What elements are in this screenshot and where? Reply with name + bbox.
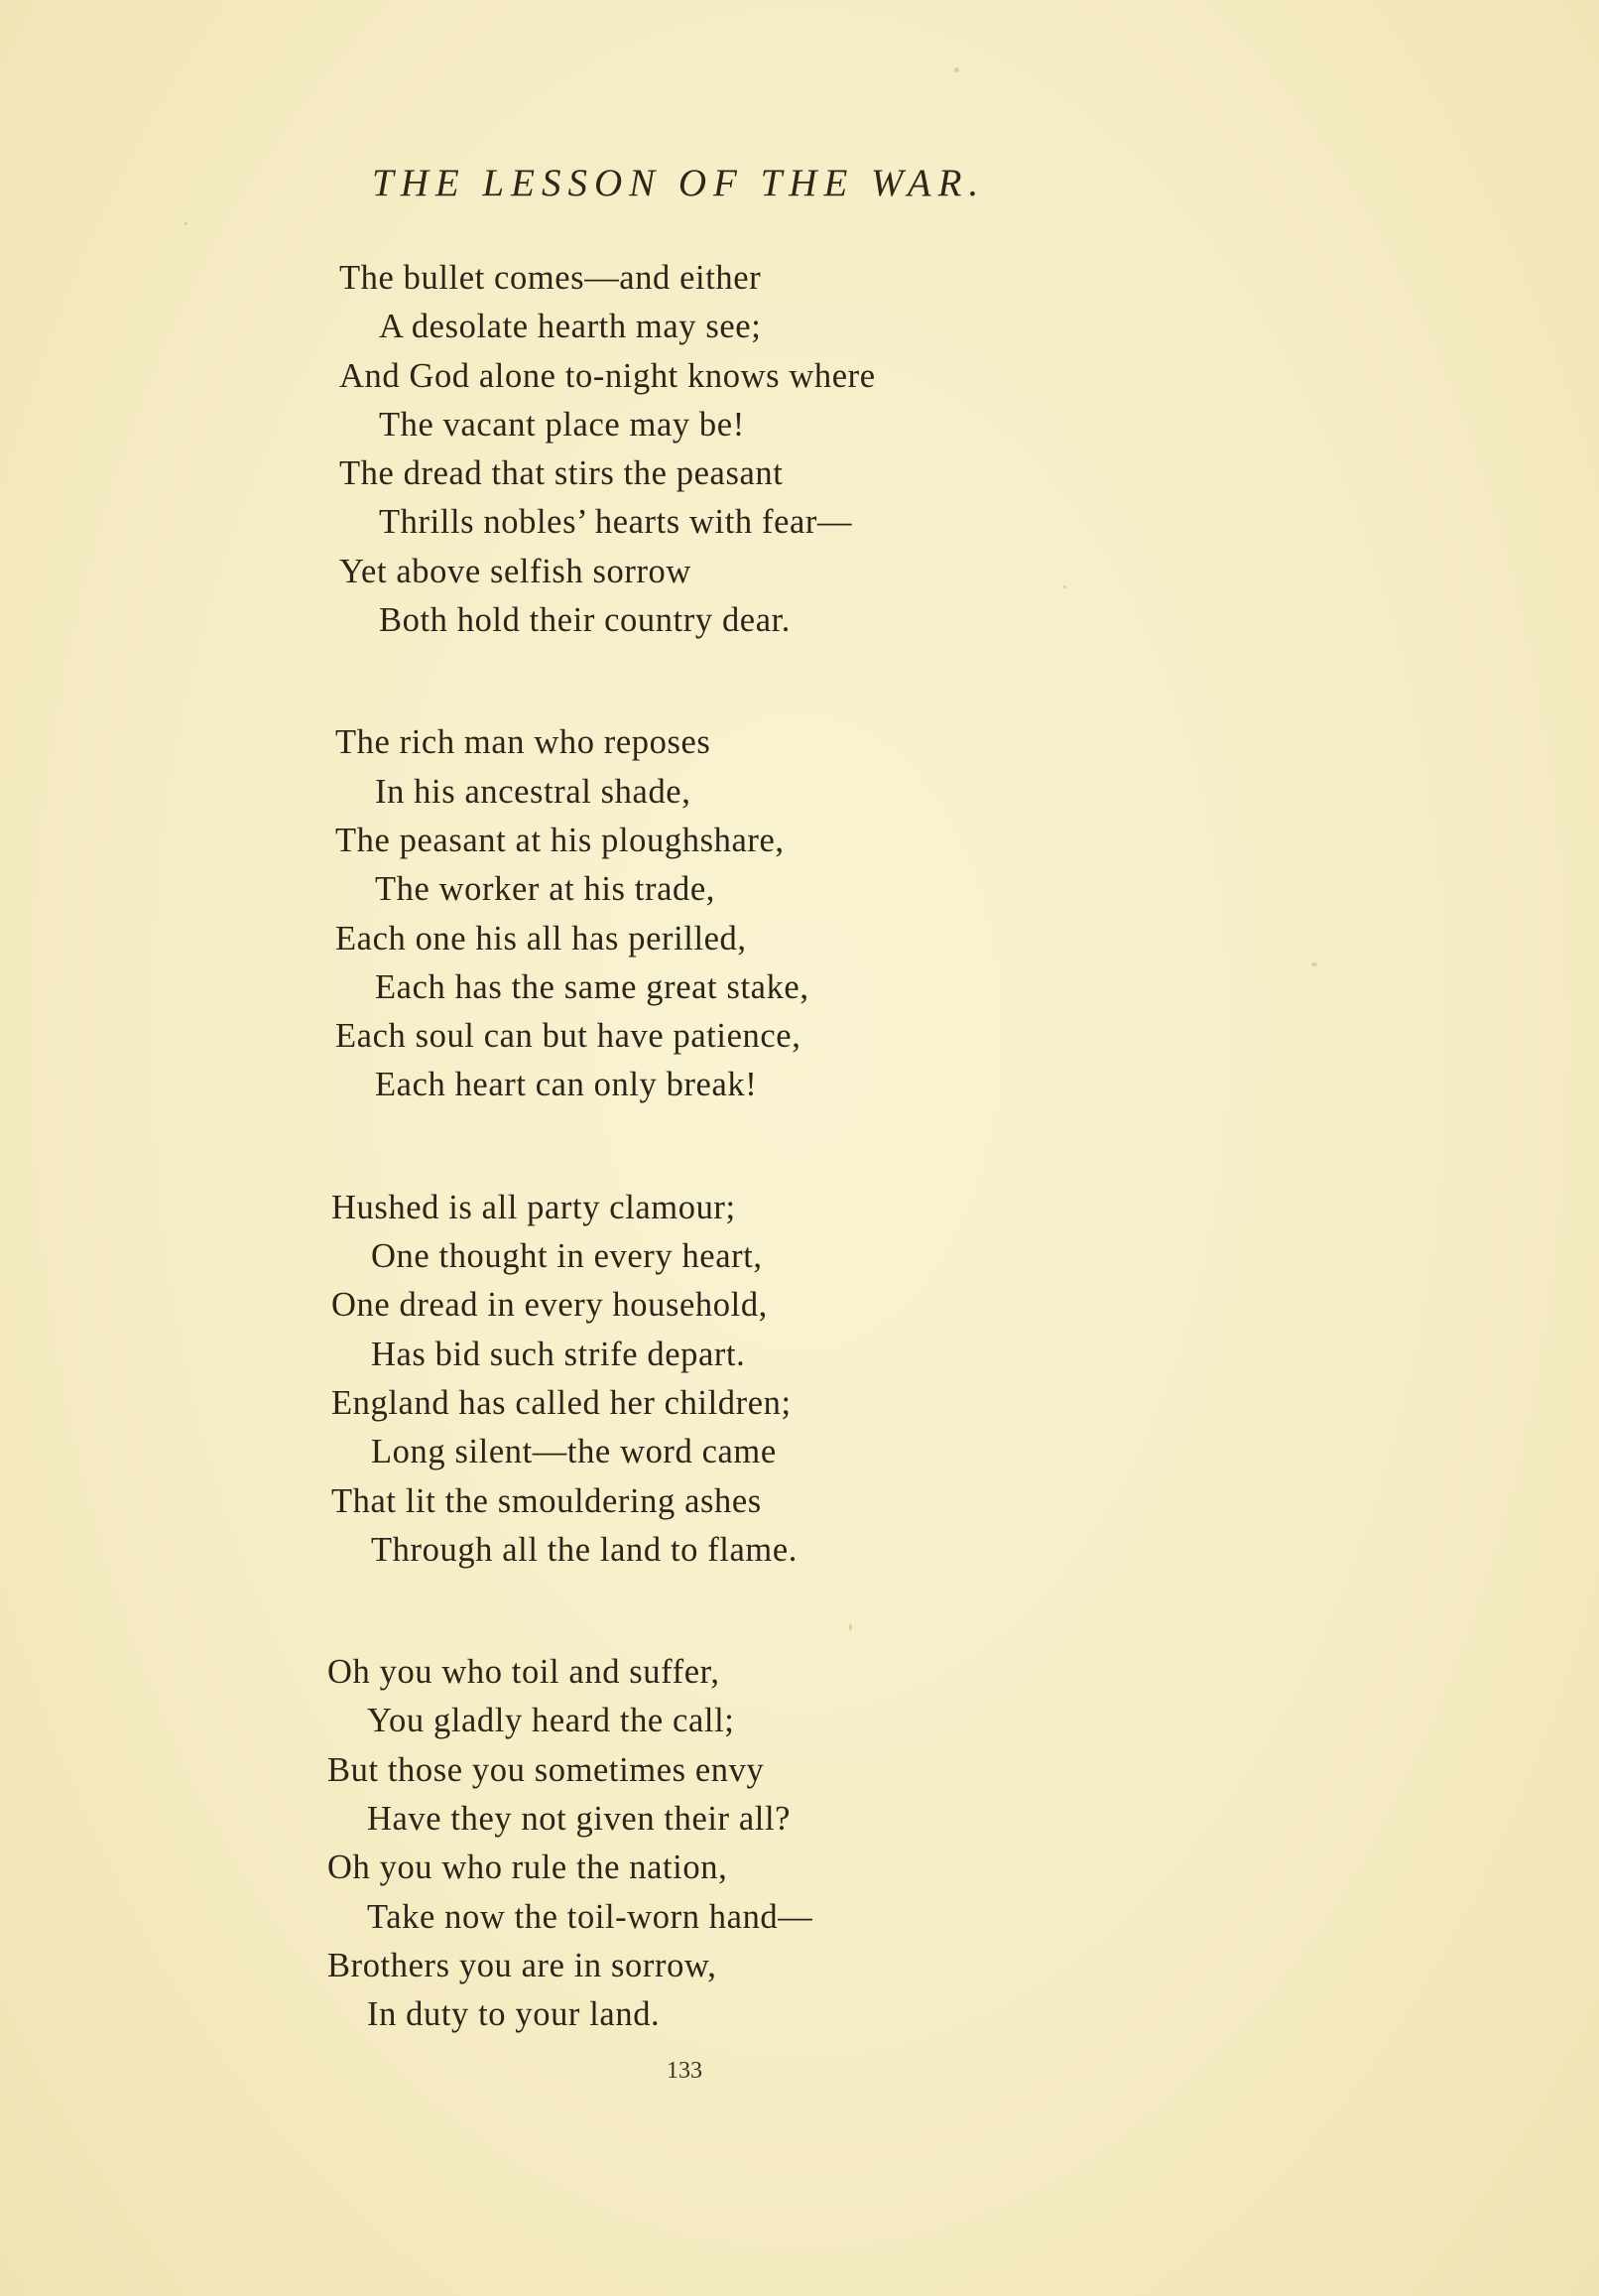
poem-line: But those you sometimes envy	[327, 1750, 765, 1789]
poem-line: And God alone to-night knows where	[339, 356, 876, 395]
page-number: 133	[667, 2058, 702, 2084]
poem-line: The rich man who reposes	[335, 723, 711, 762]
poem-line: In duty to your land.	[367, 1995, 661, 2034]
poem-line: Long silent—the word came	[371, 1433, 777, 1471]
poem-line: One thought in every heart,	[371, 1237, 763, 1276]
poem-line: Each soul can but have patience,	[335, 1017, 801, 1056]
stanza-4	[327, 1648, 1093, 2039]
poem-line: Each has the same great stake,	[375, 967, 809, 1006]
poem-line: Have they not given their all?	[367, 1800, 792, 1839]
poem-line: One dread in every household,	[331, 1286, 768, 1325]
poem-line: Oh you who toil and suffer,	[327, 1653, 720, 1692]
stanza-1	[339, 254, 1093, 645]
poem-line: Has bid such strife depart.	[371, 1335, 746, 1373]
poem-line: You gladly heard the call;	[367, 1702, 735, 1740]
poem-line: Through all the land to flame.	[371, 1530, 798, 1569]
paper-speck	[954, 67, 959, 72]
poem-line: The bullet comes—and either	[339, 259, 762, 297]
poem-line: Take now the toil-worn hand—	[367, 1897, 813, 1936]
poem-line: Each one his all has perilled,	[335, 919, 747, 957]
poem-line: The worker at his trade,	[375, 870, 715, 909]
poem-line: Oh you who rule the nation,	[327, 1849, 728, 1887]
paper-speck	[1063, 585, 1066, 588]
page-title: THE LESSON OF THE WAR.	[372, 162, 986, 204]
poem-line: The vacant place may be!	[379, 405, 745, 444]
poem	[327, 254, 1093, 2113]
poem-line: Yet above selfish sorrow	[339, 552, 691, 590]
stanza-2	[335, 718, 1093, 1109]
poem-line: Thrills nobles’ hearts with fear—	[379, 503, 853, 542]
poem-line: In his ancestral shade,	[375, 772, 691, 811]
paper-speck	[849, 1623, 852, 1631]
poem-line: A desolate hearth may see;	[379, 308, 762, 346]
poem-line: Hushed is all party clamour;	[331, 1188, 736, 1226]
poem-line: Brothers you are in sorrow,	[327, 1946, 717, 1984]
poem-line: England has called her children;	[331, 1383, 792, 1422]
poem-line: The peasant at his ploughshare,	[335, 821, 785, 859]
stanza-3	[331, 1184, 1093, 1575]
poem-line: The dread that stirs the peasant	[339, 454, 784, 493]
paper-speck	[1311, 962, 1317, 966]
paper-speck	[184, 222, 187, 225]
poem-line: That lit the smouldering ashes	[331, 1481, 762, 1520]
poem-line: Each heart can only break!	[375, 1066, 758, 1104]
poem-line: Both hold their country dear.	[379, 601, 792, 640]
